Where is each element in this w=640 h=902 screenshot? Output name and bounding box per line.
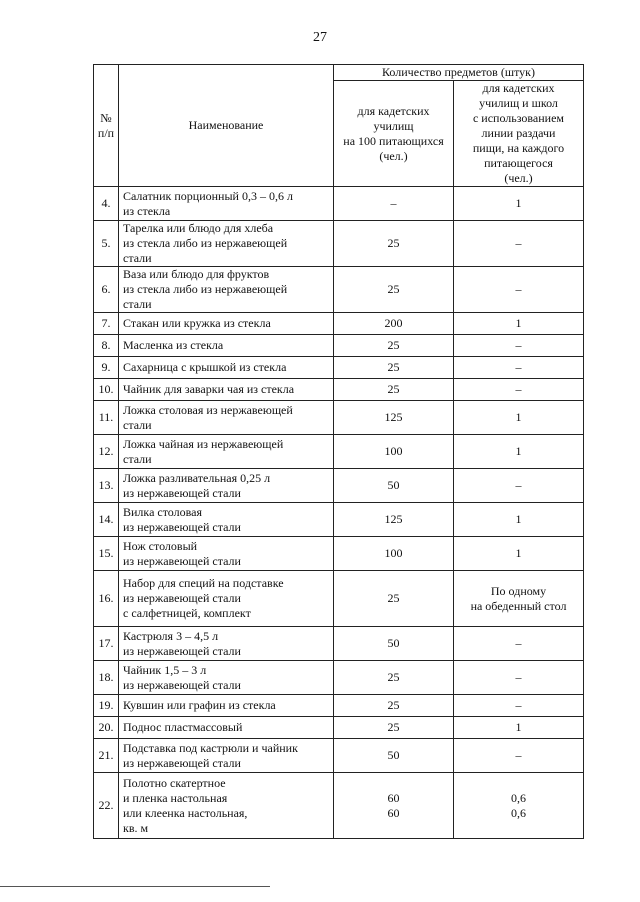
row-qty-per-person: 1 bbox=[454, 503, 584, 537]
row-qty-per-person: 1 bbox=[454, 401, 584, 435]
row-qty-per-100: – bbox=[334, 187, 454, 221]
row-number: 15. bbox=[94, 537, 119, 571]
row-qty-per-100: 25 bbox=[334, 379, 454, 401]
row-number: 18. bbox=[94, 661, 119, 695]
row-item-name: Тарелка или блюдо для хлеба из стекла либо из нержавеющей стали bbox=[119, 221, 334, 267]
row-qty-per-100: 125 bbox=[334, 401, 454, 435]
header-cadet-schools: для кадетских училищ на 100 питающихся (чел.) bbox=[334, 81, 454, 187]
row-qty-per-person: – bbox=[454, 469, 584, 503]
table-row bbox=[94, 401, 584, 435]
row-qty-per-100: 25 bbox=[334, 335, 454, 357]
table-row bbox=[94, 357, 584, 379]
row-qty-per-person: – bbox=[454, 357, 584, 379]
table-row bbox=[94, 267, 584, 313]
row-number: 20. bbox=[94, 717, 119, 739]
row-number: 10. bbox=[94, 379, 119, 401]
row-number: 11. bbox=[94, 401, 119, 435]
row-qty-per-100: 200 bbox=[334, 313, 454, 335]
row-qty-per-person: 0,6 0,6 bbox=[454, 773, 584, 839]
items-table bbox=[93, 64, 584, 839]
header-cadet-schools-line: для кадетских училищ и школ с использованием линии раздачи пищи, на каждого питающегося (чел.) bbox=[454, 81, 584, 187]
row-number: 19. bbox=[94, 695, 119, 717]
row-number: 6. bbox=[94, 267, 119, 313]
row-number: 14. bbox=[94, 503, 119, 537]
row-qty-per-person: – bbox=[454, 695, 584, 717]
table-row bbox=[94, 571, 584, 627]
header-num: № п/п bbox=[94, 65, 119, 187]
row-item-name: Полотно скатертное и пленка настольная или клеенка настольная, кв. м bbox=[119, 773, 334, 839]
row-number: 7. bbox=[94, 313, 119, 335]
row-item-name: Нож столовый из нержавеющей стали bbox=[119, 537, 334, 571]
header-name: Наименование bbox=[119, 65, 334, 187]
page-number: 27 bbox=[313, 30, 327, 45]
row-item-name: Сахарница с крышкой из стекла bbox=[119, 357, 334, 379]
table-body bbox=[94, 187, 584, 839]
row-item-name: Набор для специй на подставке из нержавеющей стали с салфетницей, комплект bbox=[119, 571, 334, 627]
row-qty-per-person: – bbox=[454, 335, 584, 357]
row-number: 17. bbox=[94, 627, 119, 661]
row-item-name: Стакан или кружка из стекла bbox=[119, 313, 334, 335]
row-qty-per-100: 50 bbox=[334, 627, 454, 661]
row-qty-per-100: 125 bbox=[334, 503, 454, 537]
row-qty-per-person: – bbox=[454, 627, 584, 661]
row-qty-per-person: – bbox=[454, 661, 584, 695]
row-qty-per-person: – bbox=[454, 267, 584, 313]
row-number: 16. bbox=[94, 571, 119, 627]
table-row bbox=[94, 537, 584, 571]
bottom-rule bbox=[0, 886, 270, 887]
table-row bbox=[94, 313, 584, 335]
table-row bbox=[94, 627, 584, 661]
row-qty-per-person: – bbox=[454, 379, 584, 401]
row-item-name: Чайник для заварки чая из стекла bbox=[119, 379, 334, 401]
row-item-name: Салатник порционный 0,3 – 0,6 л из стекла bbox=[119, 187, 334, 221]
table-row bbox=[94, 695, 584, 717]
row-qty-per-person: 1 bbox=[454, 187, 584, 221]
row-qty-per-person: – bbox=[454, 739, 584, 773]
row-number: 4. bbox=[94, 187, 119, 221]
table-row bbox=[94, 187, 584, 221]
row-qty-per-100: 25 bbox=[334, 571, 454, 627]
row-qty-per-100: 100 bbox=[334, 435, 454, 469]
row-item-name: Ложка столовая из нержавеющей стали bbox=[119, 401, 334, 435]
table-header bbox=[94, 65, 584, 187]
row-item-name: Чайник 1,5 – 3 л из нержавеющей стали bbox=[119, 661, 334, 695]
row-number: 8. bbox=[94, 335, 119, 357]
row-item-name: Вилка столовая из нержавеющей стали bbox=[119, 503, 334, 537]
row-qty-per-100: 100 bbox=[334, 537, 454, 571]
row-qty-per-person: 1 bbox=[454, 313, 584, 335]
row-item-name: Подставка под кастрюли и чайник из нержавеющей стали bbox=[119, 739, 334, 773]
row-qty-per-person: По одному на обеденный стол bbox=[454, 571, 584, 627]
row-number: 5. bbox=[94, 221, 119, 267]
table-row bbox=[94, 221, 584, 267]
row-qty-per-100: 25 bbox=[334, 357, 454, 379]
row-item-name: Масленка из стекла bbox=[119, 335, 334, 357]
row-qty-per-100: 50 bbox=[334, 739, 454, 773]
table-row bbox=[94, 379, 584, 401]
row-qty-per-100: 60 60 bbox=[334, 773, 454, 839]
row-qty-per-100: 25 bbox=[334, 717, 454, 739]
table-row bbox=[94, 335, 584, 357]
row-qty-per-person: 1 bbox=[454, 537, 584, 571]
row-qty-per-100: 25 bbox=[334, 267, 454, 313]
table-row bbox=[94, 661, 584, 695]
row-item-name: Кувшин или графин из стекла bbox=[119, 695, 334, 717]
row-item-name: Ложка разливательная 0,25 л из нержавеющей стали bbox=[119, 469, 334, 503]
row-number: 13. bbox=[94, 469, 119, 503]
row-qty-per-100: 25 bbox=[334, 695, 454, 717]
row-item-name: Кастрюля 3 – 4,5 л из нержавеющей стали bbox=[119, 627, 334, 661]
row-number: 21. bbox=[94, 739, 119, 773]
row-number: 12. bbox=[94, 435, 119, 469]
table-row bbox=[94, 717, 584, 739]
row-item-name: Ложка чайная из нержавеющей стали bbox=[119, 435, 334, 469]
table-row bbox=[94, 469, 584, 503]
row-qty-per-person: 1 bbox=[454, 717, 584, 739]
row-qty-per-100: 50 bbox=[334, 469, 454, 503]
row-item-name: Поднос пластмассовый bbox=[119, 717, 334, 739]
table-row bbox=[94, 503, 584, 537]
table-row bbox=[94, 739, 584, 773]
table-row bbox=[94, 773, 584, 839]
row-item-name: Ваза или блюдо для фруктов из стекла либо из нержавеющей стали bbox=[119, 267, 334, 313]
row-qty-per-100: 25 bbox=[334, 661, 454, 695]
row-qty-per-100: 25 bbox=[334, 221, 454, 267]
table-row bbox=[94, 435, 584, 469]
row-number: 22. bbox=[94, 773, 119, 839]
row-qty-per-person: 1 bbox=[454, 435, 584, 469]
header-quantity-group: Количество предметов (штук) bbox=[334, 65, 584, 81]
row-qty-per-person: – bbox=[454, 221, 584, 267]
row-number: 9. bbox=[94, 357, 119, 379]
